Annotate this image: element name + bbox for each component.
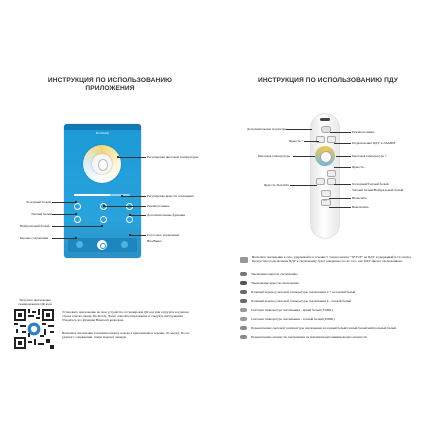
remote-ir-window xyxy=(320,118,330,121)
remote-label-cold-warm: Холодный/Теплый белый xyxy=(352,182,389,186)
legend-button-icon xyxy=(240,308,247,312)
legend-item-text: Увеличение яркости светильника xyxy=(251,272,298,276)
remote-label-on: Включить xyxy=(352,196,367,200)
save-icon[interactable] xyxy=(126,216,133,223)
pair-text: Включите светильник в сеть, удерживайте в течение 5 секунд кнопку "SETUP" на ПДУ и удерживайте 10 секунд. Пропустите подключение ПДУ к светильнику будет завершено после того, как ПДУ мигнет светильником. xyxy=(252,255,412,263)
right-title: ИНСТРУКЦИЯ ПО ИСПОЛЬЗОВАНИЮ ПДУ xyxy=(257,77,399,84)
legend-item-text: Плавный переход световой температуры светильника в - теплый белый xyxy=(251,299,352,303)
color-temp-knob[interactable] xyxy=(98,159,108,171)
label-cold-white: Холодный белый xyxy=(26,200,51,204)
legend-item-text: Переключение мощности светильника на максимальную/минимальную мощности xyxy=(251,335,367,339)
power-icon xyxy=(100,243,106,249)
legend-button-icon xyxy=(240,317,247,321)
label-neutral-white: Нейтральный белый xyxy=(20,224,50,228)
label-extra: Дополнительные функции xyxy=(147,213,186,217)
remote-ring-center[interactable] xyxy=(320,151,332,163)
legend-item-text: Плавный переход световой температуры светильника в + холодный белый xyxy=(251,290,356,294)
remote-bright-minus-button[interactable] xyxy=(327,170,336,177)
remote-off-text: OFF xyxy=(323,199,327,202)
cold-white-icon[interactable] xyxy=(74,203,81,210)
left-title-line1: ИНСТРУКЦИЯ ПО ИСПОЛЬЗОВАНИЮ xyxy=(47,77,173,84)
warm-white-icon[interactable] xyxy=(74,216,81,223)
legend-button-icon xyxy=(240,281,247,285)
left-paragraph-2: Включите светильник и нажмите кнопку поиска в приложении в течение 10 секунд. После удачного сопряжения, лампа моргнет дважды. xyxy=(62,331,190,339)
label-color-temp: Регулировка цветовой температуры xyxy=(147,155,199,159)
remote-label-bright-maxmin: Яркость max/min xyxy=(264,183,289,187)
brightness-slider-fill xyxy=(74,194,110,196)
legend-button-icon xyxy=(240,290,247,294)
legend-item-text: Световая температура светильника - теплый белый (6500К) xyxy=(251,317,335,321)
neutral-white-icon[interactable] xyxy=(100,216,107,223)
label-warm-white: Теплый белый xyxy=(31,212,52,216)
remote-label-night: Режим ночника xyxy=(352,130,375,134)
remote-label-bright-plus: Яркость + xyxy=(289,139,304,143)
menu-icon[interactable] xyxy=(121,241,128,248)
label-save-button: Кнопка сохранения xyxy=(20,236,49,240)
left-title-line2: ПРИЛОЖЕНИЯ xyxy=(85,85,135,92)
qr-caption: Загрузите приложение сканированием QR кода xyxy=(18,298,52,306)
remote-label-off: Выключить xyxy=(352,205,369,209)
legend-button-icon xyxy=(240,326,247,330)
left-paragraph-1: Установите приложение на свое устройство отсканировав QR код или загрузите в нужном строке поиска, введя: Dn Dcady. Далее откройте приложение и следуйте инструкциям. Убедитесь что функция Bluetooth включена. xyxy=(62,310,189,322)
label-onoff: Вкл/Выкл xyxy=(147,239,162,243)
legend-button-icon xyxy=(240,335,247,339)
remote-label-color-temp-left: Цветовая температура xyxy=(258,154,291,158)
legend-button-icon xyxy=(240,299,247,303)
app-header: Dn Dcady xyxy=(95,131,110,135)
legend-item-text: Световая температура светильника - яркий белый (3500К) xyxy=(251,308,333,312)
remote-maxmin-button[interactable] xyxy=(316,178,325,185)
remote-on-button[interactable] xyxy=(321,190,331,197)
qr-code[interactable] xyxy=(14,309,54,349)
remote-setup-button[interactable] xyxy=(327,136,336,143)
remote-label-warm-neutral: Теплый белый/Нейтральный белый xyxy=(352,188,404,192)
legend-button-icon xyxy=(240,272,247,276)
remote-label-bright-minus: Яркость - xyxy=(352,165,366,169)
legend-item-text: Переключение световой температуры светильника холодный белый/теплый белый/нейтральный белый xyxy=(251,326,396,330)
voice-control-icon[interactable] xyxy=(76,241,83,248)
legend-item-text: Уменьшение яркости светильника xyxy=(251,281,299,285)
label-night: Режим ночника xyxy=(147,204,170,208)
remote-label-color-temp-right: Цветовая температура + xyxy=(352,154,387,158)
label-brightness: Регулировка яркости освещения xyxy=(147,194,194,198)
remote-label-connect: Подключение ПДУ к ЛАМПЕ xyxy=(352,141,396,145)
phone-status-bar xyxy=(64,124,141,130)
qr-code-graphic xyxy=(14,309,54,349)
pair-icon xyxy=(240,257,248,263)
left-title xyxy=(20,77,200,92)
remote-label-extra: Дополнительная подсветка xyxy=(247,127,287,131)
label-voice: Голосовое управление xyxy=(147,233,180,237)
